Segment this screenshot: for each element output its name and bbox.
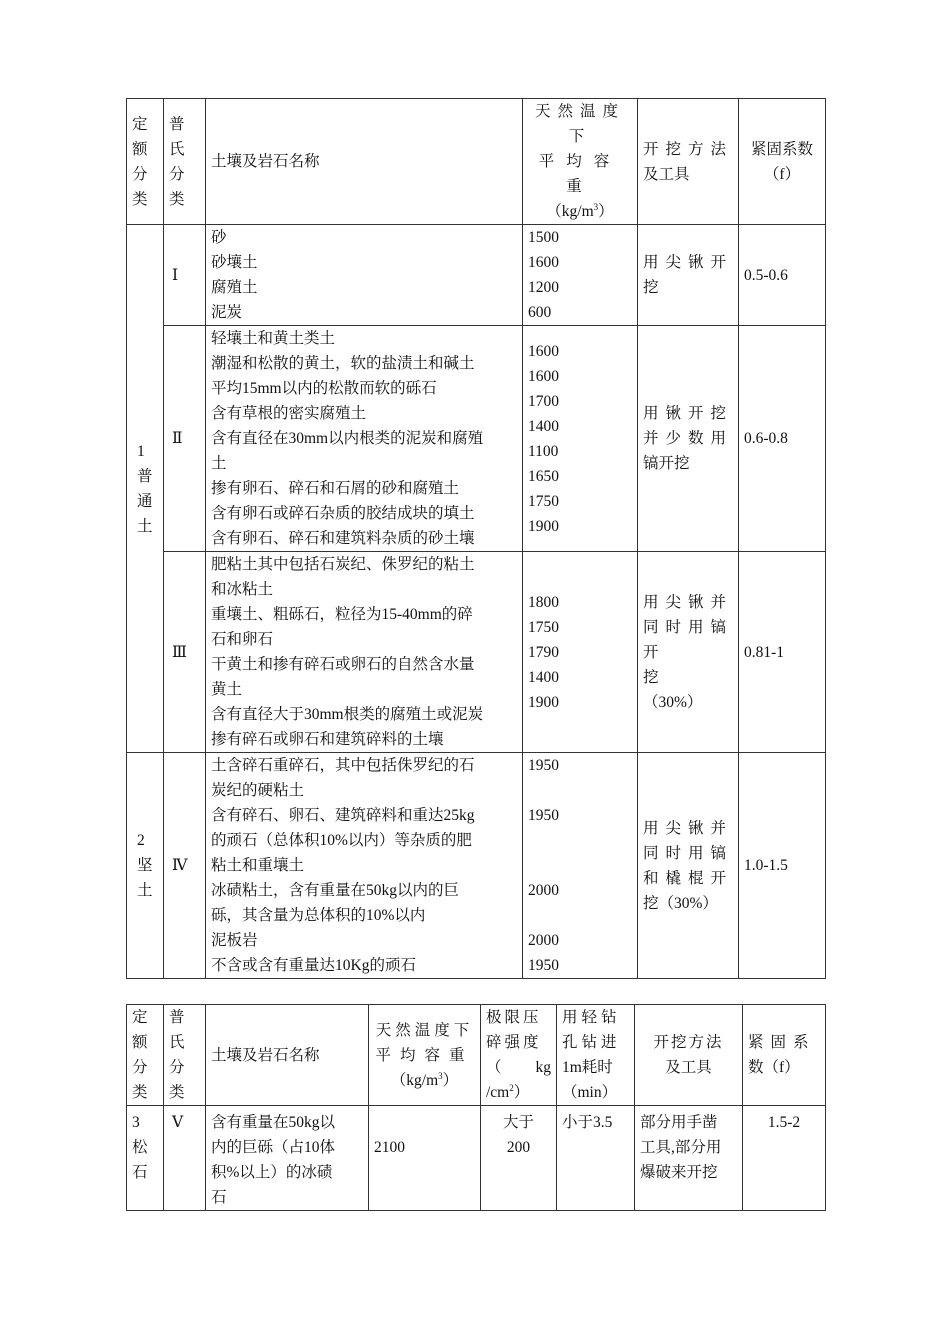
method-cell: 用尖锹并 同时用镐 和橇棍开 挖（30%）	[638, 753, 739, 979]
pu-class-cell: Ⅰ	[164, 225, 206, 326]
group-label-hard-soil: 2 坚 土	[127, 753, 164, 979]
method-open-word: 开挖	[643, 643, 709, 686]
header-quota-class: 定 额 分 类	[127, 1005, 164, 1106]
density-cell: 1800 1750 1790 1400 1900	[523, 552, 638, 753]
table-row	[127, 225, 826, 326]
header-pu-class: 普 氏 分 类	[164, 99, 206, 225]
header-drill-time: 用轻钻 孔钻进 1m耗时 （min）	[557, 1005, 635, 1106]
soil-names-cell: 砂 砂壤土 腐殖土 泥炭	[206, 225, 523, 326]
header-coefficient: 紧固系数 （f）	[739, 99, 826, 225]
coefficient-cell: 0.6-0.8	[739, 326, 826, 552]
density-cell: 1600 1600 1700 1400 1100 1650 1750 1900	[523, 326, 638, 552]
table-row	[127, 1106, 826, 1211]
header-coefficient: 紧固系 数（f）	[743, 1005, 826, 1106]
header-method: 开挖方法 及工具	[635, 1005, 743, 1106]
density-cell: 1500 1600 1200 600	[523, 225, 638, 326]
table-row	[127, 326, 826, 552]
pu-class-cell: Ⅱ	[164, 326, 206, 552]
soil-names-cell: 轻壤土和黄土类土 潮湿和松散的黄土，软的盐渍土和碱土 平均15mm以内的松散而软的砾石 含有草根的密实腐殖土 含有直径在30mm以内根类的泥炭和腐殖 土 掺有卵石、碎石和石屑的砂和腐殖土 含有卵石或碎石杂质的胶结成块的填土 含有卵石、碎石和建筑料杂质的砂土壤	[206, 326, 523, 552]
quota-class-cell: 3 松 石	[127, 1106, 164, 1211]
method-cell: 用锹开挖 并少数用 镐开挖	[638, 326, 739, 552]
header-density: 天然温度下 平均容重 $(kg/m^3)$	[523, 99, 638, 225]
header-pu-class: 普 氏 分 类	[164, 1005, 206, 1106]
header-density: 天然温度下 平均容重 $(kg/m^3)$	[369, 1005, 481, 1106]
method-cell: 用尖锹开 挖	[638, 225, 739, 326]
density-cell: 2100	[369, 1106, 481, 1211]
density-cell: 1950 1950 2000 2000 1950	[523, 753, 638, 979]
soil-classification-table	[126, 98, 826, 979]
method-cell: 用尖锹并 同时用镐 开挖 （30%）	[638, 552, 739, 753]
table-header-row	[127, 1005, 826, 1106]
coefficient-cell: 0.81-1	[739, 552, 826, 753]
header-method: 开挖方法 及工具	[638, 99, 739, 225]
coefficient-cell: 1.0-1.5	[739, 753, 826, 979]
strength-cell: 大于 200	[481, 1106, 557, 1211]
header-name: 土壤及岩石名称	[206, 1005, 369, 1106]
rock-name-cell: 含有重量在50kg以 内的巨砾（占10体 积%以上）的冰碛 石	[206, 1106, 369, 1211]
coefficient-cell: 0.5-0.6	[739, 225, 826, 326]
coefficient-cell: 1.5-2	[743, 1106, 826, 1211]
pu-class-cell: Ⅴ	[164, 1106, 206, 1211]
group-label-ordinary-soil: 1 普 通 土	[127, 225, 164, 753]
soil-names-cell: 肥粘土其中包括石炭纪、侏罗纪的粘土 和冰粘土 重壤土、粗砾石，粒径为15-40mm的碎 石和卵石 干黄土和掺有碎石或卵石的自然含水量 黄土 含有直径大于30mm根类的腐殖土或泥炭 掺有碎石或卵石和建筑碎料的土壤	[206, 552, 523, 753]
pu-class-cell: Ⅳ	[164, 753, 206, 979]
soil-names-cell: 土含碎石重碎石，其中包括侏罗纪的石 炭纪的硬粘土 含有碎石、卵石、建筑碎料和重达25kg 的顽石（总体积10%以内）等杂质的肥 粘土和重壤土 冰碛粘土，含有重量在50kg以内的巨 砾，其含量为总体积的10%以内 泥板岩 不含或含有重量达10Kg的顽石	[206, 753, 523, 979]
table-row	[127, 753, 826, 979]
rock-classification-table	[126, 1004, 826, 1211]
header-quota-class: 定 额 分 类	[127, 99, 164, 225]
method-cell: 部分用手凿 工具,部分用 爆破来开挖	[635, 1106, 743, 1211]
drill-time-cell: 小于3.5	[557, 1106, 635, 1211]
header-strength: 极限压 碎强度 （ kg $/cm^2$）	[481, 1005, 557, 1106]
table-row	[127, 552, 826, 753]
header-name: 土壤及岩石名称	[206, 99, 523, 225]
table-header-row	[127, 99, 826, 225]
pu-class-cell: Ⅲ	[164, 552, 206, 753]
